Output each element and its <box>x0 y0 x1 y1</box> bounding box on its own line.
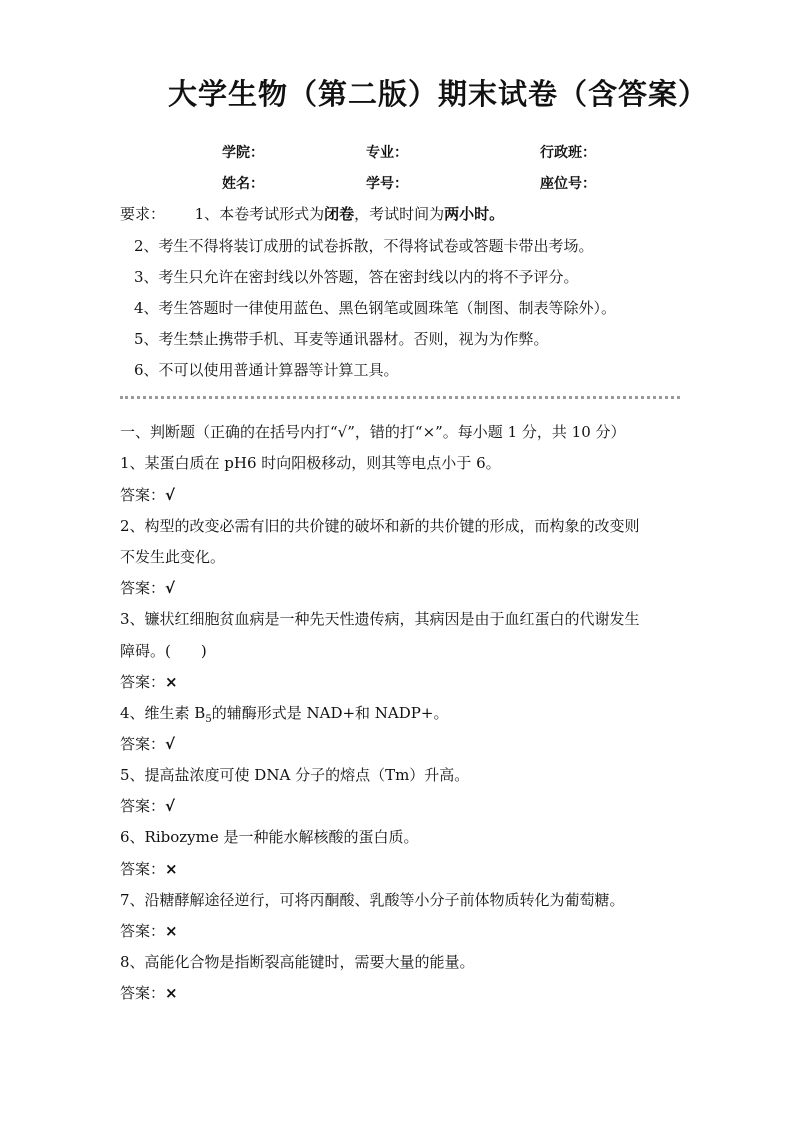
student-id-label: 学号： <box>366 176 408 192</box>
dotted-divider <box>120 396 680 399</box>
two-hours-text: 两小时。 <box>444 205 505 223</box>
answer-1: 答案：√ <box>120 486 176 504</box>
college-label: 学院： <box>222 145 264 161</box>
question-4: 4、维生素 $B_5$的辅酶形式是 NAD+和 NADP+。 <box>120 704 449 725</box>
requirements-label: 要求： <box>120 205 166 223</box>
answer-4: 答案：√ <box>120 735 176 753</box>
requirement-6: 6、不可以使用普通计算器等计算工具。 <box>134 361 399 379</box>
requirement-5: 5、考生禁止携带手机、耳麦等通讯器材。否则，视为为作弊。 <box>134 330 549 348</box>
answer-5: 答案：√ <box>120 797 176 815</box>
question-2-line-2: 不发生此变化。 <box>120 548 226 566</box>
question-7: 7、沿糖酵解途径逆行，可将丙酮酸、乳酸等小分子前体物质转化为葡萄糖。 <box>120 891 625 909</box>
requirement-3: 3、考生只允许在密封线以外答题，答在密封线以内的将不予评分。 <box>134 268 579 286</box>
answer-8: 答案：× <box>120 984 178 1002</box>
question-5: 5、提高盐浓度可使 DNA 分子的熔点（Tm）升高。 <box>120 766 470 784</box>
answer-7: 答案：× <box>120 922 178 940</box>
name-label: 姓名： <box>222 176 264 192</box>
question-2-line-1: 2、构型的改变必需有旧的共价键的破坏和新的共价键的形成，而构象的改变则 <box>120 517 640 535</box>
requirement-2: 2、考生不得将装订成册的试卷拆散，不得将试卷或答题卡带出考场。 <box>134 237 594 255</box>
question-3-line-2: 障碍。( ) <box>120 642 207 660</box>
seat-label: 座位号： <box>540 176 596 192</box>
answer-3: 答案：× <box>120 673 178 691</box>
answer-2: 答案：√ <box>120 579 176 597</box>
closed-book-text: 闭卷 <box>324 205 355 223</box>
question-1: 1、某蛋白质在 pH6 时向阳极移动，则其等电点小于 6。 <box>120 454 501 472</box>
answer-6: 答案：× <box>120 860 178 878</box>
major-label: 专业： <box>366 145 408 161</box>
class-label: 行政班： <box>540 145 596 161</box>
question-6: 6、Ribozyme 是一种能水解核酸的蛋白质。 <box>120 828 419 846</box>
question-3-line-1: 3、镰状红细胞贫血病是一种先天性遗传病，其病因是由于血红蛋白的代谢发生 <box>120 610 640 628</box>
question-8: 8、高能化合物是指断裂高能键时，需要大量的能量。 <box>120 953 475 971</box>
page-title: 大学生物（第二版）期末试卷（含答案） <box>168 77 709 111</box>
info-row-1 <box>0 142 793 164</box>
section-heading: 一、判断题（正确的在括号内打“√”，错的打“×”。每小题 1 分，共 10 分） <box>120 423 626 441</box>
info-row-2 <box>0 173 793 195</box>
requirement-4: 4、考生答题时一律使用蓝色、黑色钢笔或圆珠笔（制图、制表等除外）。 <box>134 299 617 317</box>
requirement-1: 要求： 1、本卷考试形式为闭卷，考试时间为两小时。 <box>120 205 505 223</box>
